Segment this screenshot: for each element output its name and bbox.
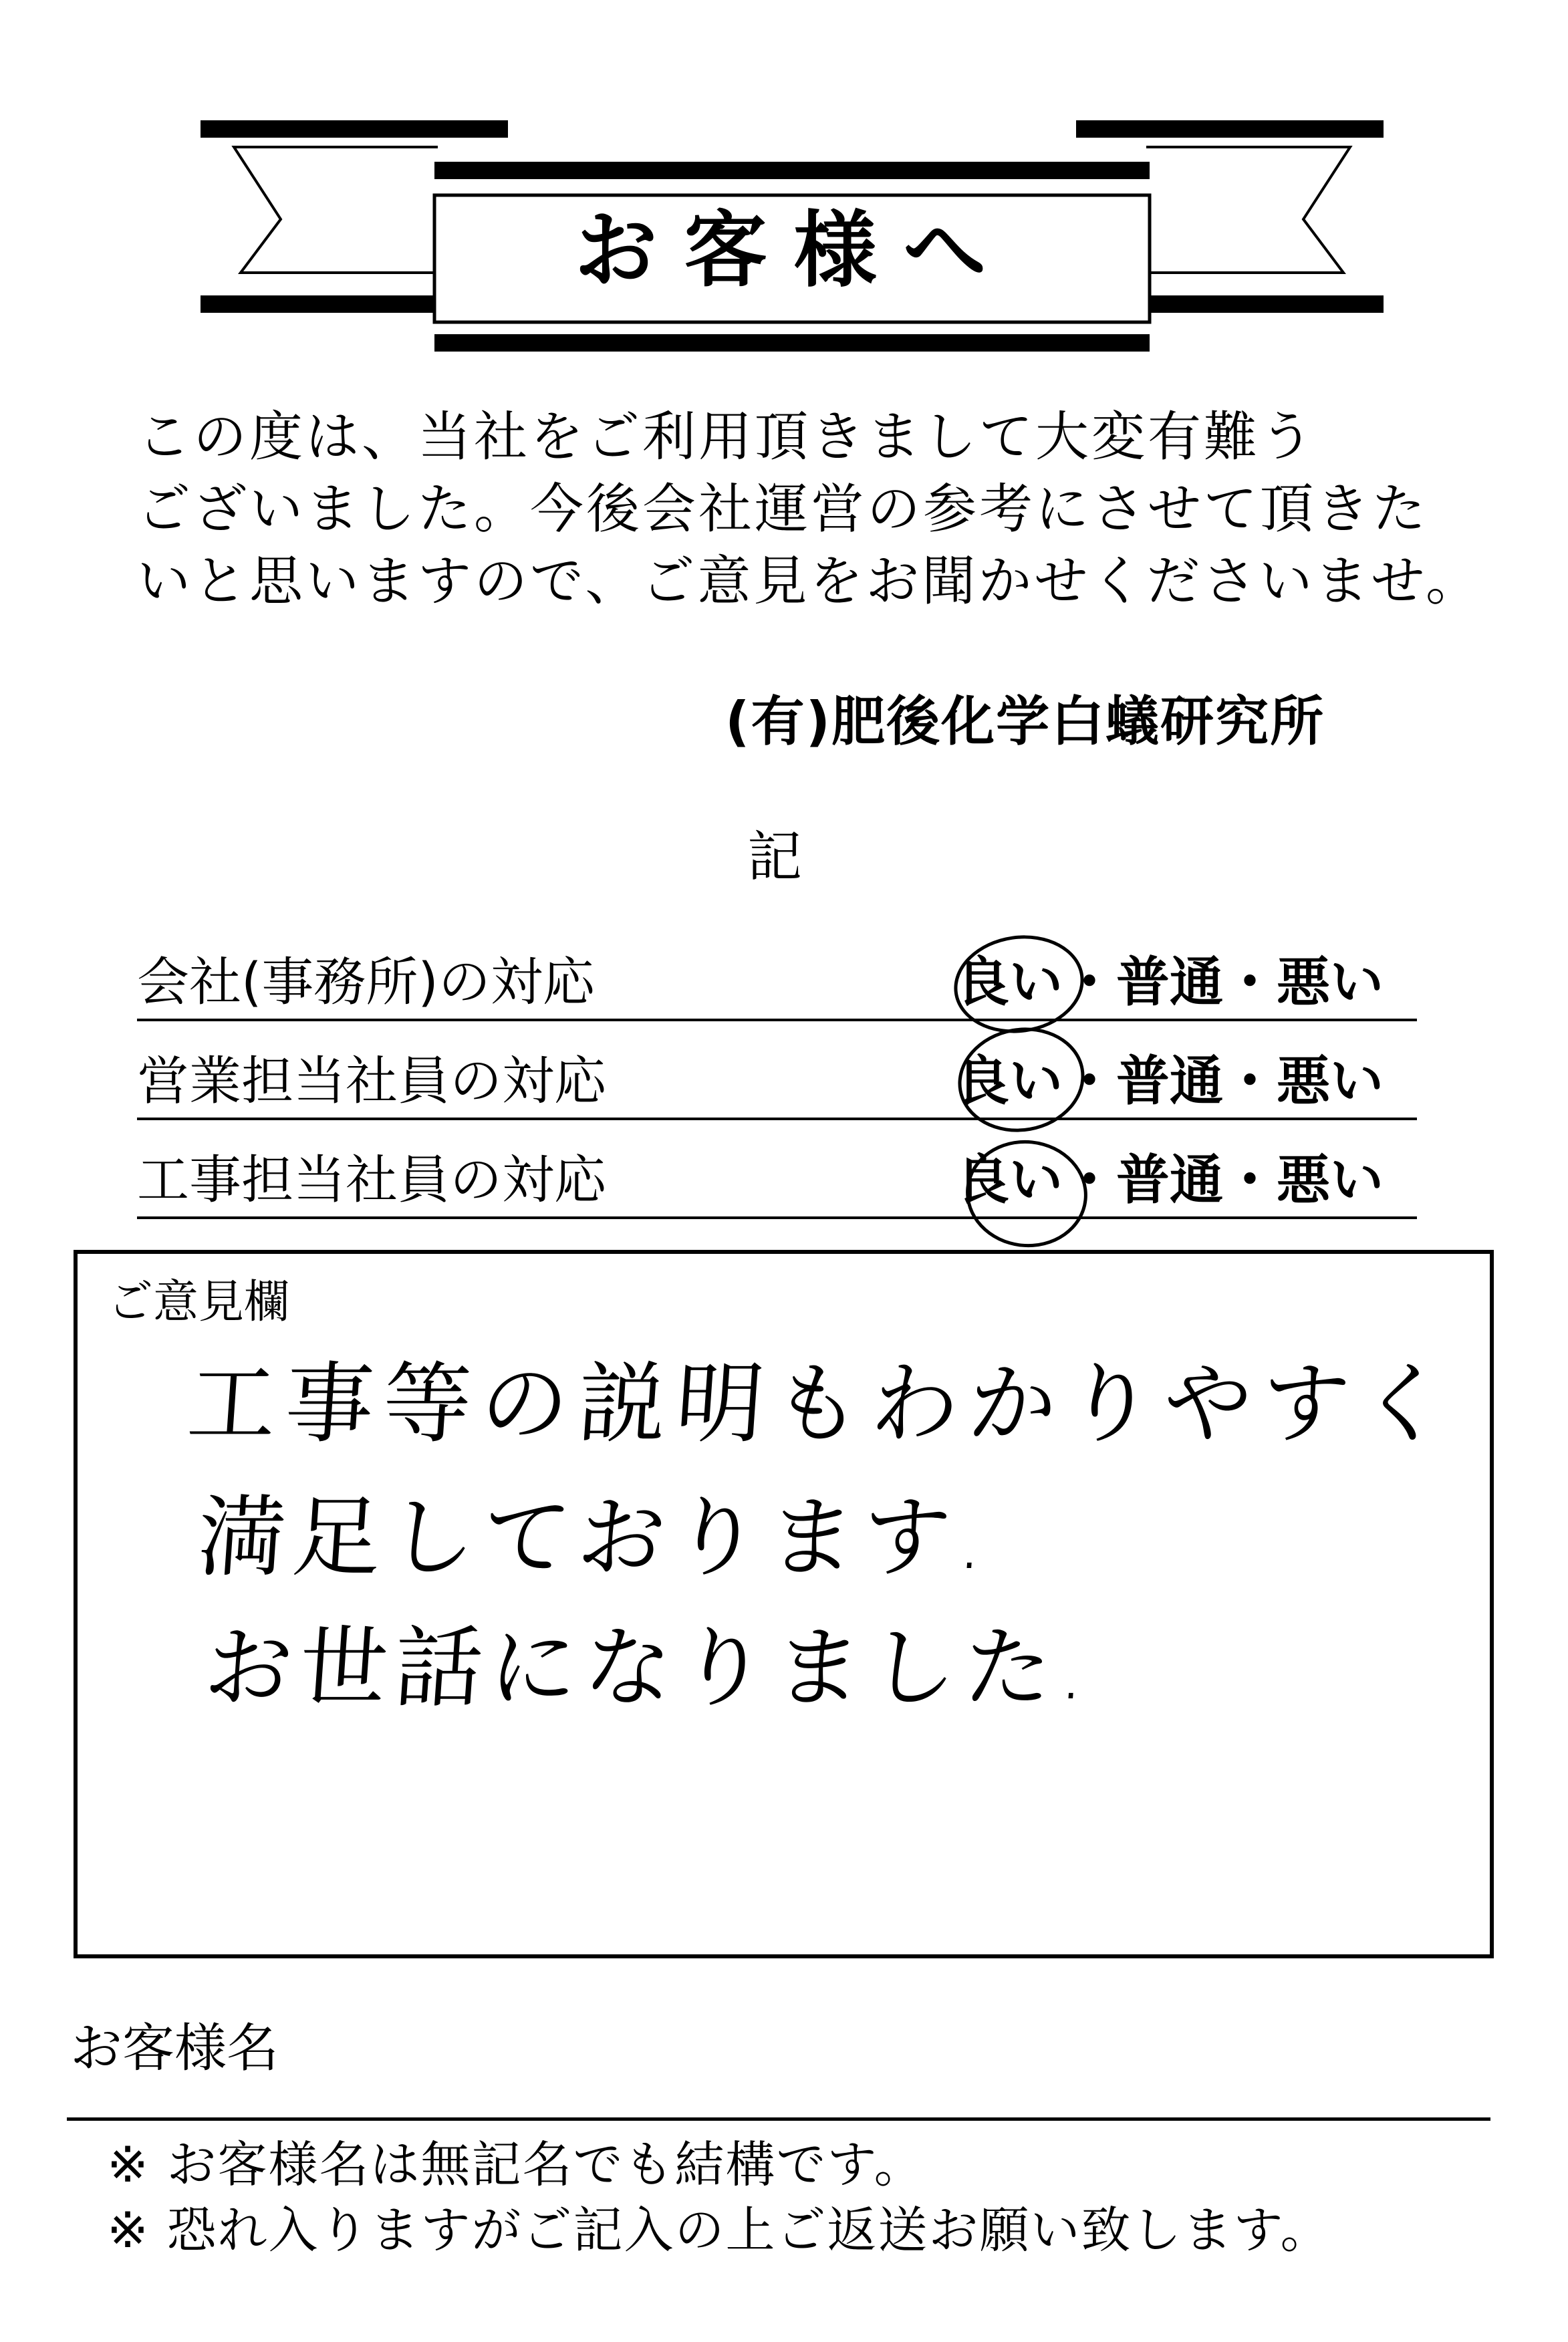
section-heading: 記 xyxy=(747,825,803,889)
page-title: お客様へ xyxy=(574,202,1013,299)
customer-name-underline xyxy=(67,2117,1490,2121)
handwritten-comment-line: 工事等の説明もわかりやすく xyxy=(184,1353,1460,1456)
option-good[interactable]: 良い xyxy=(956,1149,1063,1211)
row-divider xyxy=(137,1216,1417,1219)
option-bad[interactable]: 悪い xyxy=(1277,1149,1384,1211)
company-name: (有)肥後化学白蟻研究所 xyxy=(725,690,1325,753)
note-line: ※ お客様名は無記名でも結構です。 xyxy=(107,2136,925,2194)
notes xyxy=(107,2132,1331,2263)
option-separator: ・ xyxy=(1223,1050,1277,1112)
option-separator: ・ xyxy=(1063,1050,1116,1112)
option-separator: ・ xyxy=(1223,1149,1277,1211)
customer-name-label: お客様名 xyxy=(70,2019,279,2079)
option-good[interactable]: 良い xyxy=(956,1050,1063,1112)
customer-name-field[interactable] xyxy=(334,2025,1470,2099)
note-line: ※ 恐れ入りますがご記入の上ご返送お願い致します。 xyxy=(107,2202,1331,2259)
evaluation-row xyxy=(137,922,1417,1021)
comment-box[interactable] xyxy=(74,1250,1494,1958)
evaluation-label: 工事担当社員の対応 xyxy=(137,1150,607,1210)
intro-paragraph xyxy=(137,401,1482,618)
option-average[interactable]: 普通 xyxy=(1116,1149,1223,1211)
option-separator: ・ xyxy=(1063,1149,1116,1211)
evaluation-label: 会社(事務所)の対応 xyxy=(137,952,595,1013)
option-separator: ・ xyxy=(1223,951,1277,1013)
evaluation-row xyxy=(137,1021,1417,1120)
intro-line: いと思いますので、ご意見をお聞かせくださいませ。 xyxy=(137,550,1482,612)
option-average[interactable]: 普通 xyxy=(1116,1050,1223,1112)
evaluation-label: 営業担当社員の対応 xyxy=(137,1051,607,1112)
option-average[interactable]: 普通 xyxy=(1116,951,1223,1013)
intro-line: ございました。今後会社運営の参考にさせて頂きた xyxy=(137,478,1428,540)
handwritten-comment-line: お世話になりました. xyxy=(201,1617,1097,1720)
option-separator: ・ xyxy=(1063,951,1116,1013)
handwritten-comment-line: 満足しております. xyxy=(194,1486,996,1589)
option-good[interactable]: 良い xyxy=(956,951,1063,1013)
option-bad[interactable]: 悪い xyxy=(1277,1050,1384,1112)
comment-label: ご意見欄 xyxy=(108,1276,290,1329)
intro-line: この度は、当社をご利用頂きまして大変有難う xyxy=(137,406,1316,468)
option-bad[interactable]: 悪い xyxy=(1277,951,1384,1013)
evaluation-row xyxy=(137,1120,1417,1219)
